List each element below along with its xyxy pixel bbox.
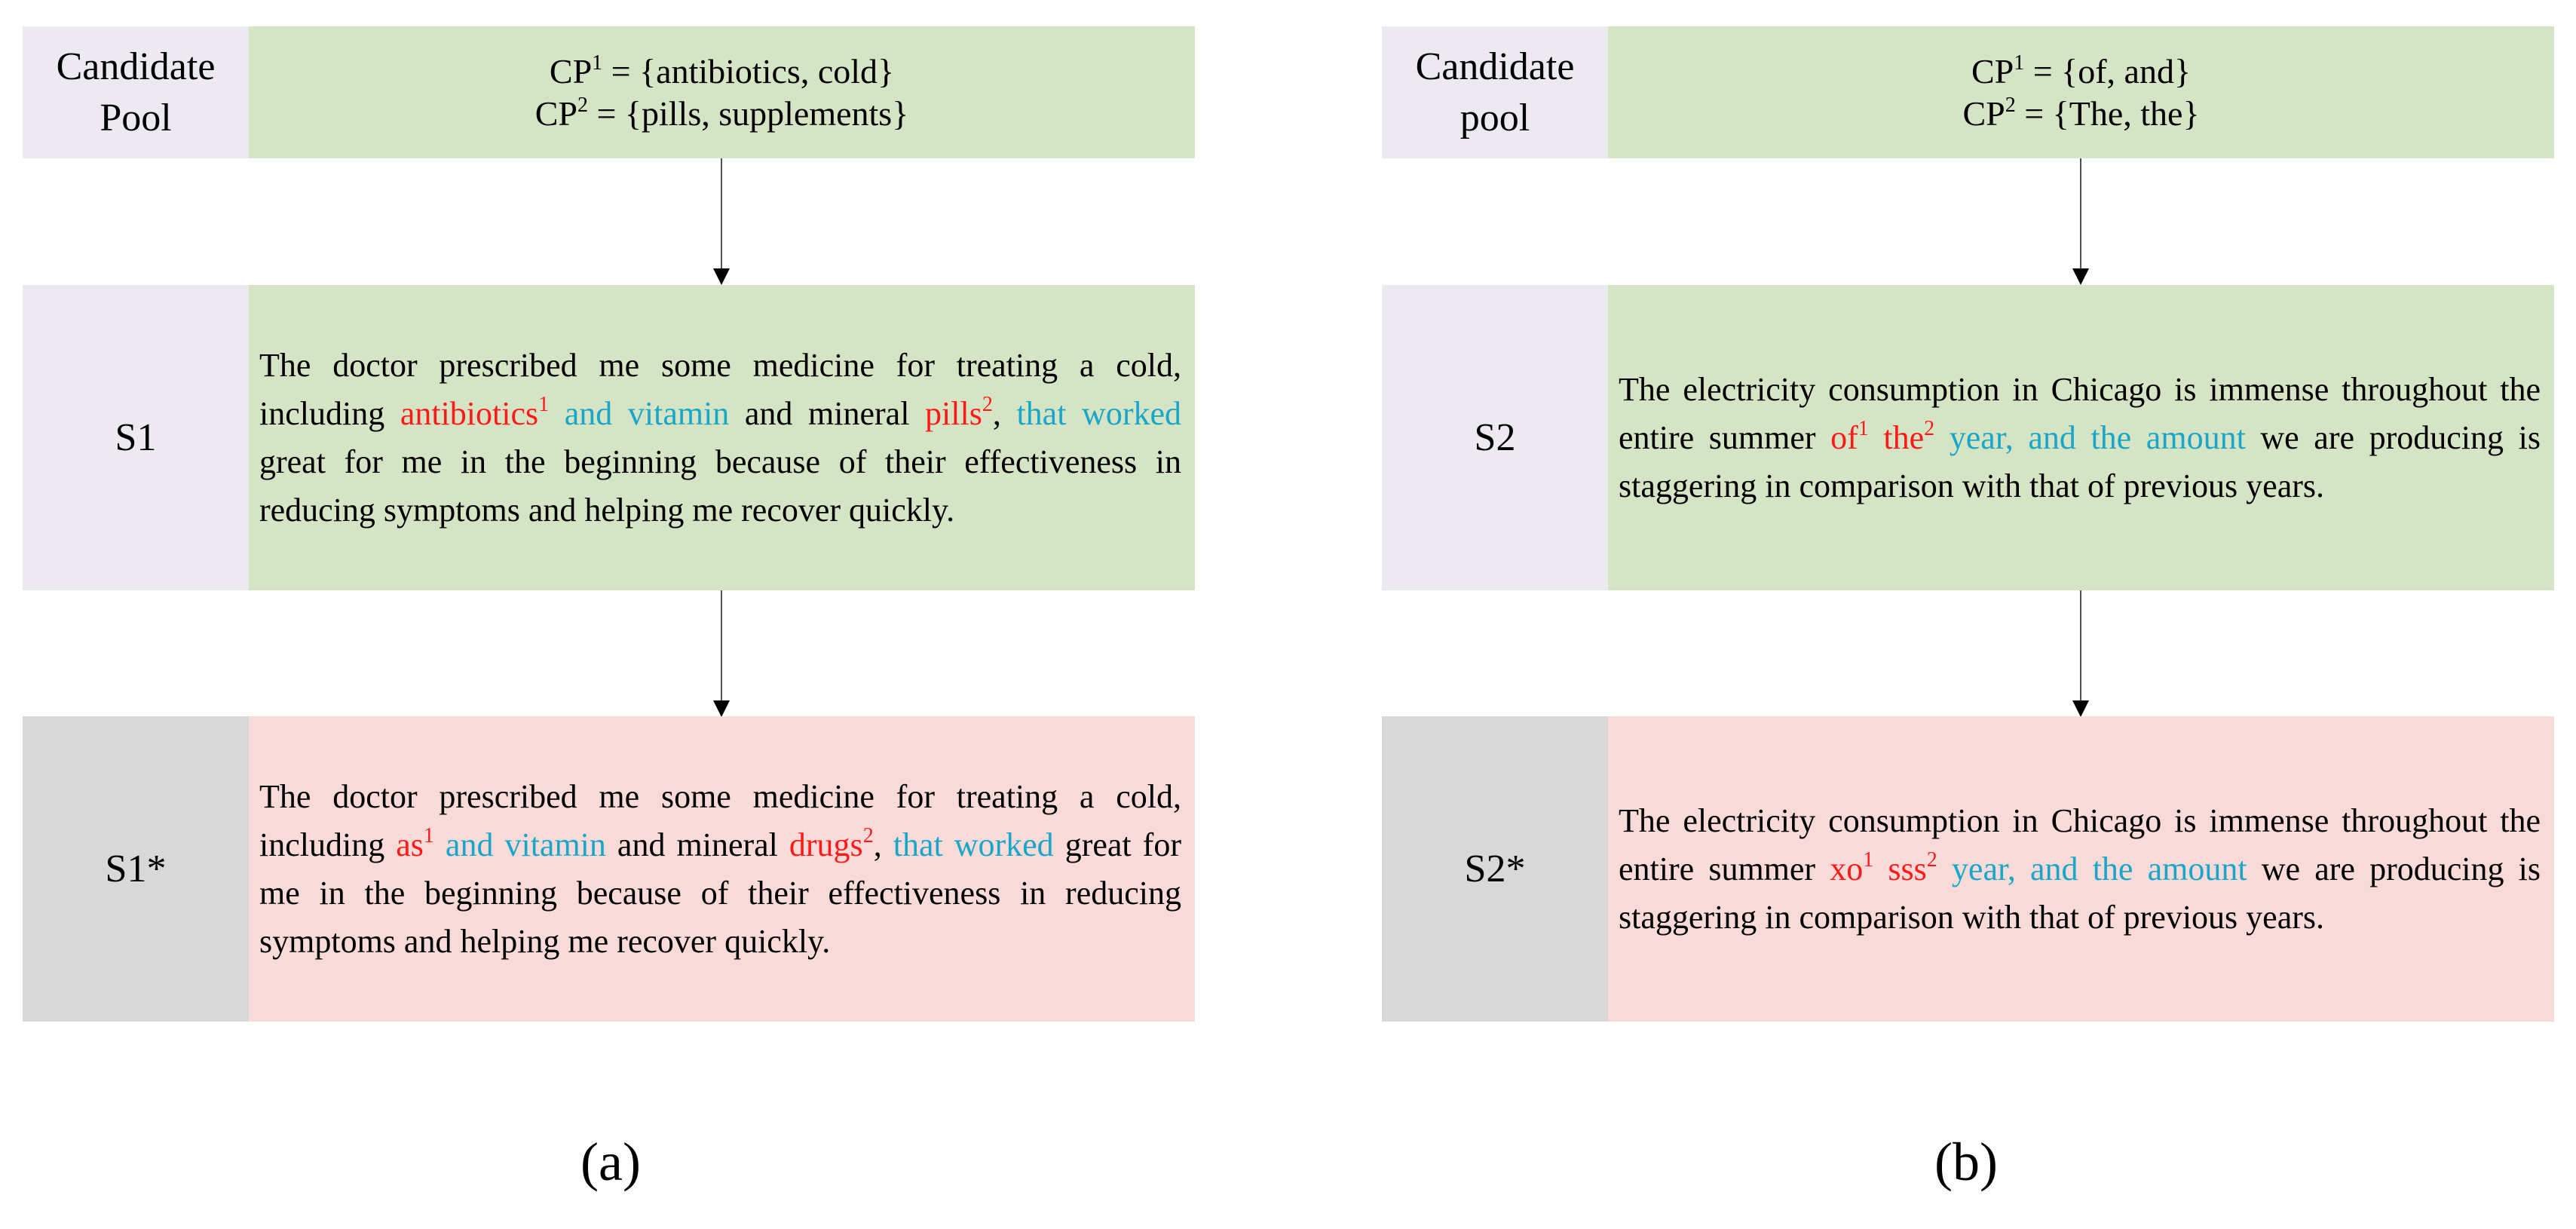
cp2-line-b: $CP^2 = \{The$, the} <box>1962 93 2200 133</box>
sentence-label-s2-star: S2* <box>1382 716 1608 1022</box>
arrow-down-icon <box>2069 158 2092 287</box>
candidate-pool-row-b <box>1382 26 2554 158</box>
sentence-text-s2-star: The electricity consumption in Chicago is immense throughout the entire summer $xo^1$ sss$^2$ year, and the amount we are producing is staggering in comparison with that of previous years. <box>1619 801 2541 936</box>
candidate-pool-box-a <box>249 26 1195 158</box>
candidate-pool-label-a: Candidate Pool <box>23 26 249 158</box>
sentence-text-s1: The doctor prescribed me some medicine for treating a cold, including antibiotics$^1$ and vitamin and mineral pills$^2$, that worked great for me in the beginning because of their effectiveness in reducing symptoms and helping me recover quickly. <box>259 346 1181 529</box>
cp2-line-a: $CP^2$ = {pills, supplements} <box>534 93 909 133</box>
sentence-box-s2-star <box>1608 716 2554 1022</box>
caption-b: (b) <box>1934 1132 1998 1192</box>
sentence-row-s2-star <box>1382 716 2554 1022</box>
candidate-pool-row-a <box>23 26 1195 158</box>
sentence-box-s1-star <box>249 716 1195 1022</box>
arrow-down-icon <box>710 590 733 719</box>
sentence-box-s1 <box>249 285 1195 590</box>
caption-a: (a) <box>580 1132 641 1192</box>
sentence-row-s2 <box>1382 285 2554 590</box>
sentence-text-s1-star: The doctor prescribed me some medicine for treating a cold, including $as^1$ and vitamin and mineral drugs$^2$, that worked great for me in the beginning because of their effectiveness in reducing symptoms and helping me recover quickly. <box>259 777 1181 960</box>
sentence-row-s1 <box>23 285 1195 590</box>
arrow-down-icon <box>710 158 733 287</box>
arrow-down-icon <box>2069 590 2092 719</box>
sentence-box-s2 <box>1608 285 2554 590</box>
sentence-label-s1: S1 <box>23 285 249 590</box>
candidate-pool-box-b <box>1608 26 2554 158</box>
sentence-text-s2: The electricity consumption in Chicago is immense throughout the entire summer $of^1$ the$^2$ year, and the amount we are producing is staggering in comparison with that of previous years. <box>1619 370 2541 504</box>
panel-a <box>0 0 1199 1229</box>
sentence-row-s1-star <box>23 716 1195 1022</box>
cp1-line-a: $CP^1$ = {antibiotics, cold} <box>549 51 895 90</box>
panel-b <box>1359 0 2558 1229</box>
sentence-label-s2: S2 <box>1382 285 1608 590</box>
cp1-line-b: $CP^1 = \{of$, and} <box>1971 51 2192 90</box>
candidate-pool-label-b: Candidate pool <box>1382 26 1608 158</box>
sentence-label-s1-star: S1* <box>23 716 249 1022</box>
